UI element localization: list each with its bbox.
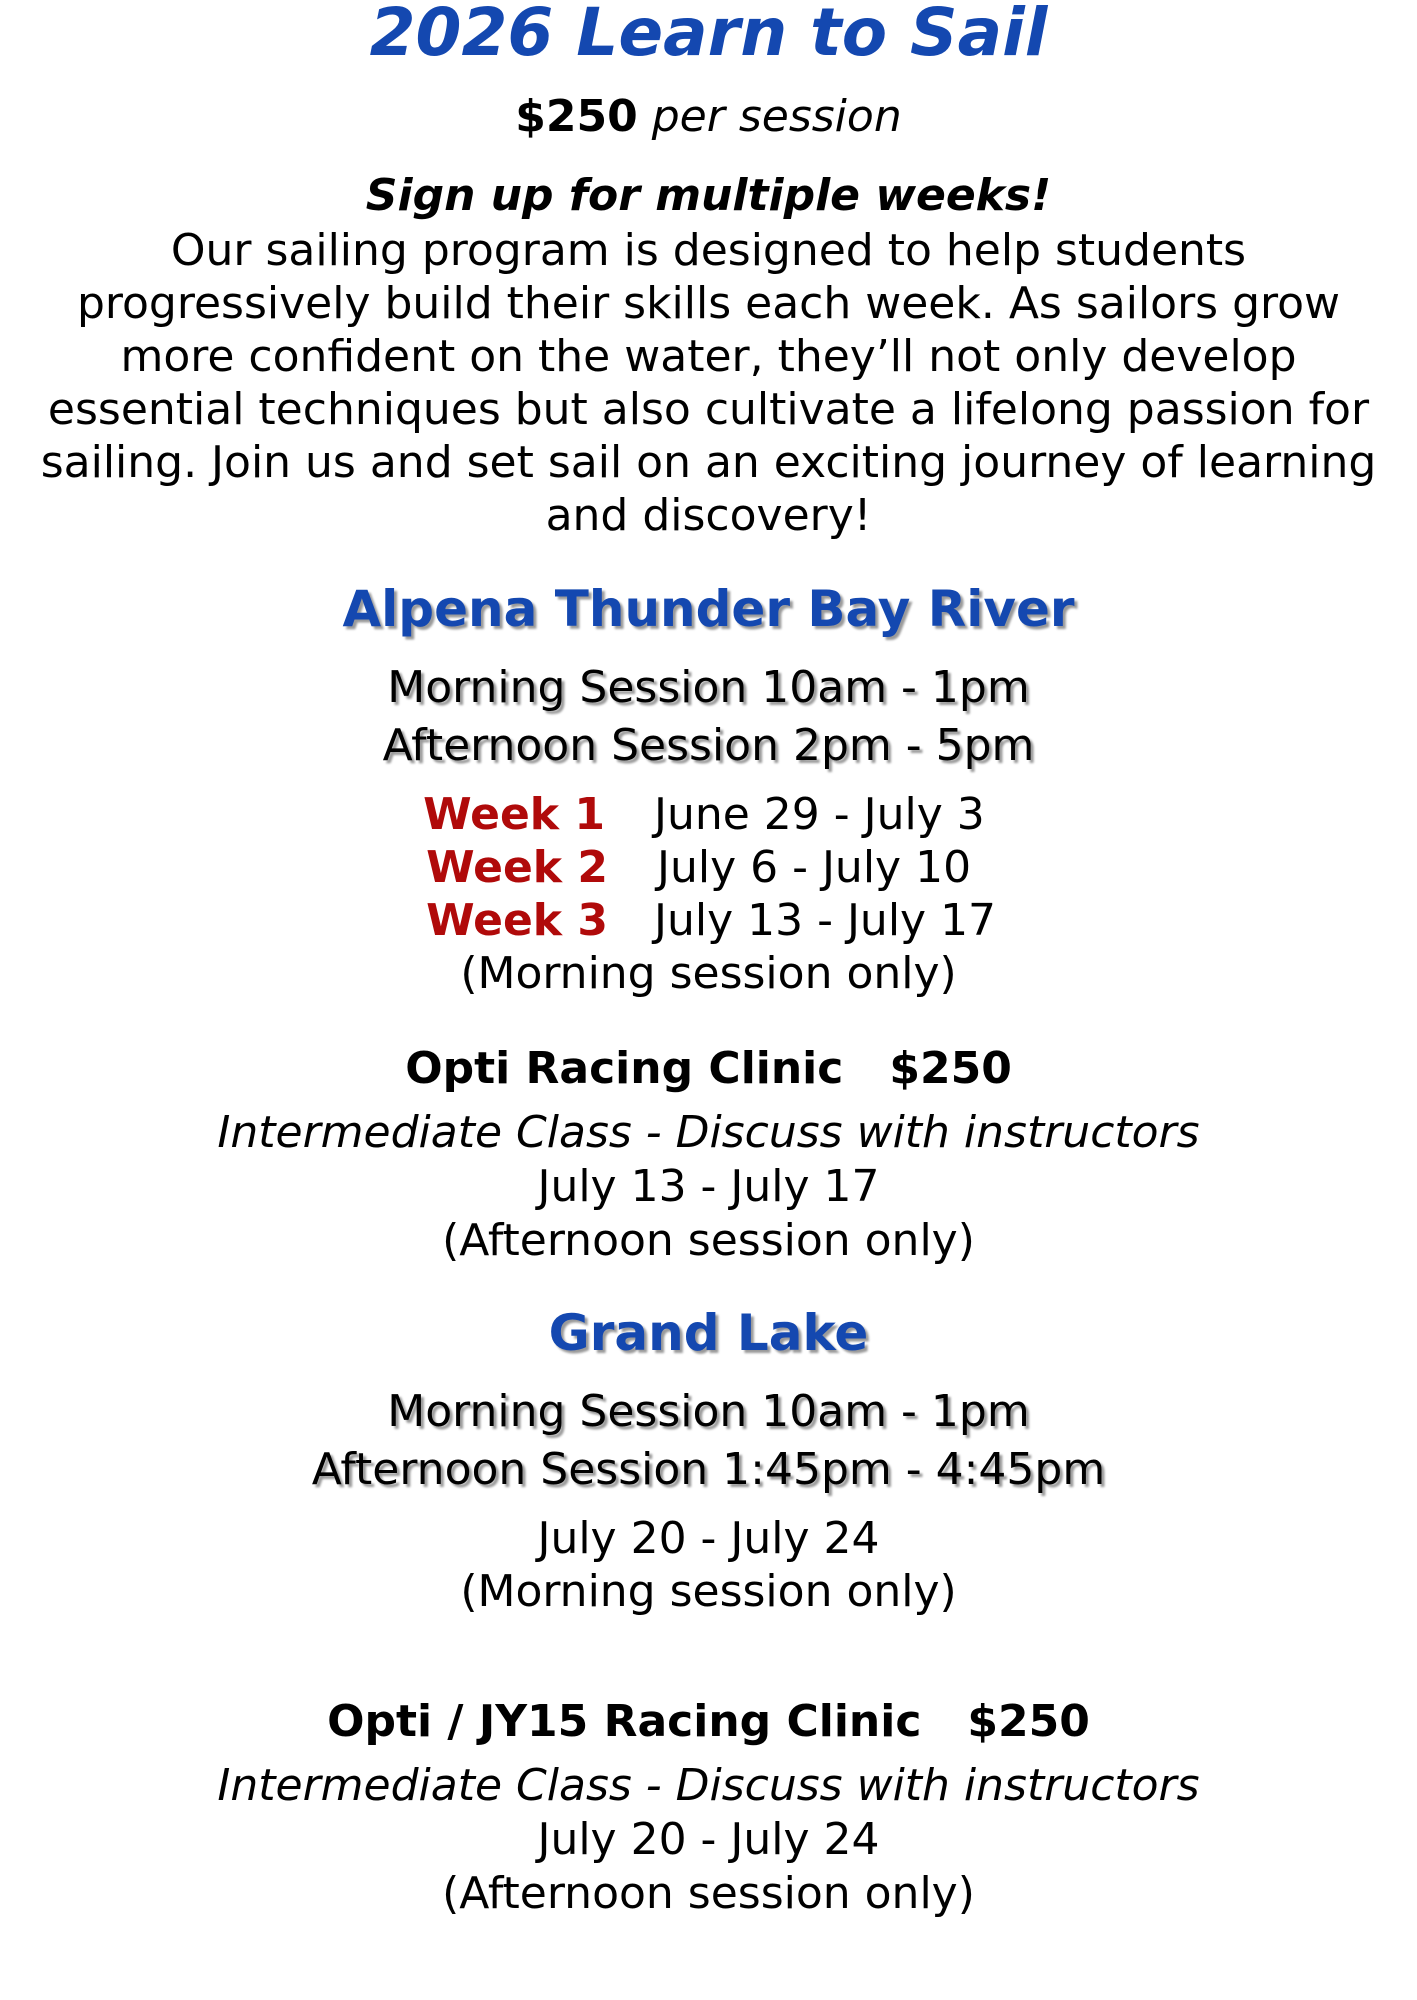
- alpena-weeks-note: (Morning session only): [460, 948, 957, 999]
- alpena-clinic-note: (Afternoon session only): [442, 1215, 975, 1266]
- intro-line: and discovery!: [545, 490, 872, 541]
- week-dates: June 29 - July 3: [654, 789, 985, 840]
- week-label: Week 2: [426, 842, 608, 893]
- intro-paragraph: [40, 224, 1377, 542]
- clinic-name: Opti / JY15 Racing Clinic: [327, 1696, 922, 1747]
- week-dates: July 13 - July 17: [654, 895, 997, 946]
- grand-lake-clinic-dates: July 20 - July 24: [537, 1814, 880, 1865]
- alpena-clinic-class-note: Intermediate Class - Discuss with instructors: [217, 1107, 1200, 1158]
- clinic-price: $250: [967, 1696, 1090, 1747]
- week-label: Week 1: [423, 789, 605, 840]
- alpena-morning-session: Morning Session 10am - 1pm: [387, 662, 1030, 713]
- alpena-clinic-dates: July 13 - July 17: [537, 1161, 880, 1212]
- alpena-clinic-title: [0, 1043, 1417, 1094]
- grand-lake-clinic-title: [0, 1696, 1417, 1747]
- price-line: [0, 91, 1417, 142]
- grand-lake-clinic-note: (Afternoon session only): [442, 1868, 975, 1919]
- clinic-name: Opti Racing Clinic: [405, 1043, 844, 1094]
- week-label: Week 3: [426, 895, 608, 946]
- intro-line: sailing. Join us and set sail on an exciting journey of learning: [40, 437, 1377, 488]
- grand-lake-clinic-class-note: Intermediate Class - Discuss with instructors: [217, 1760, 1200, 1811]
- grand-lake-dates: July 20 - July 24: [537, 1513, 880, 1564]
- intro-line: Our sailing program is designed to help students: [170, 225, 1247, 276]
- grand-lake-afternoon-session: Afternoon Session 1:45pm - 4:45pm: [311, 1444, 1106, 1495]
- alpena-afternoon-session: Afternoon Session 2pm - 5pm: [382, 720, 1035, 771]
- intro-line: progressively build their skills each week. As sailors grow: [76, 278, 1341, 329]
- price-unit: per session: [651, 91, 902, 142]
- grand-lake-dates-note: (Morning session only): [460, 1566, 957, 1617]
- signup-heading: Sign up for multiple weeks!: [365, 170, 1052, 221]
- grand-lake-heading: Grand Lake: [548, 1304, 869, 1362]
- grand-lake-morning-session: Morning Session 10am - 1pm: [387, 1386, 1030, 1437]
- page-title: 2026 Learn to Sail: [369, 0, 1048, 71]
- clinic-price: $250: [889, 1043, 1012, 1094]
- price-amount: $250: [515, 91, 638, 142]
- week-dates: July 6 - July 10: [657, 842, 972, 893]
- alpena-heading: Alpena Thunder Bay River: [342, 580, 1075, 638]
- intro-line: essential techniques but also cultivate a lifelong passion for: [47, 384, 1370, 435]
- intro-line: more confident on the water, they’ll not only develop: [120, 331, 1297, 382]
